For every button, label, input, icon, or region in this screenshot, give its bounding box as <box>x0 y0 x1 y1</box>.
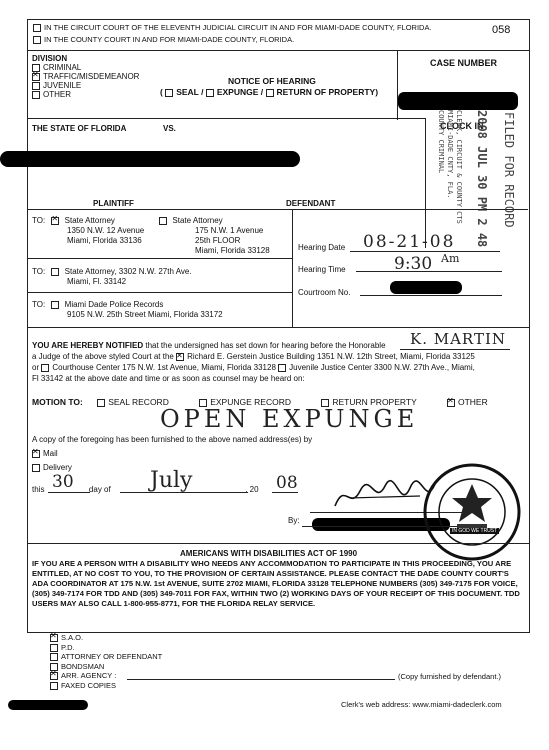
service-year-value: 08 <box>276 473 298 493</box>
a1-line1: 1350 N.W. 12 Avenue <box>67 226 145 235</box>
checkbox-gerstein[interactable] <box>176 353 184 361</box>
address-block-b <box>32 267 192 287</box>
court-circuit-text: IN THE CIRCUIT COURT OF THE ELEVENTH JUDICIAL CIRCUIT IN AND FOR MIAMI-DADE COUNTY, FLORIDA. <box>44 23 432 32</box>
notified-line3c: Juvenile Justice Center 3300 N.W. 27th Ave., Miami, <box>289 363 475 372</box>
checkbox-mail[interactable] <box>32 450 40 458</box>
judge-name: K. MARTIN <box>410 330 507 348</box>
to-label: TO: <box>32 300 46 309</box>
courtroom-underline <box>360 295 502 296</box>
c-line1: Miami Dade Police Records <box>64 300 164 309</box>
service-day-of: day of <box>88 485 111 494</box>
divider <box>292 209 528 210</box>
notice-expunge: EXPUNGE / <box>216 87 264 97</box>
versus-label: VS. <box>163 124 176 133</box>
service-year-prefix: , 20 <box>245 485 259 494</box>
year-underline <box>272 492 298 493</box>
month-underline <box>120 492 248 493</box>
division-block <box>32 54 139 99</box>
hearing-date-value: 08-21-08 <box>363 232 456 252</box>
judge-underline <box>400 349 510 350</box>
service-day-value: 30 <box>52 472 74 492</box>
day-underline <box>48 492 90 493</box>
divider <box>27 327 529 328</box>
checkbox-return-property[interactable] <box>266 89 274 97</box>
distribution-list <box>50 633 162 690</box>
motion-expunge: EXPUNGE RECORD <box>210 397 291 407</box>
hearing-time-suffix: Am <box>441 252 460 265</box>
stamp-date: 2008 JUL 30 PM 2 48 <box>475 110 489 248</box>
notified-lead: YOU ARE HEREBY NOTIFIED <box>32 341 144 350</box>
checkbox-county[interactable] <box>33 36 41 44</box>
c-line2: 9105 N.W. 25th Street Miami, Florida 33172 <box>67 310 223 319</box>
case-number-label: CASE NUMBER <box>430 58 498 68</box>
by-label: By: <box>288 516 300 525</box>
court-county-text: IN THE COUNTY COURT IN AND FOR MIAMI-DADE COUNTY, FLORIDA. <box>44 35 295 45</box>
service-this: this <box>32 485 45 494</box>
service-mail: Mail <box>43 449 58 458</box>
hearing-date-label: Hearing Date <box>298 243 346 252</box>
defendant-label: DEFENDANT <box>286 199 336 208</box>
divider <box>27 258 292 259</box>
checkbox-address-a1[interactable] <box>51 217 59 225</box>
dist-faxed: FAXED COPIES <box>61 680 117 690</box>
redacted-courtroom <box>390 281 462 294</box>
a2-line1: 175 N.W. 1 Avenue <box>195 226 264 235</box>
division-title: DIVISION <box>32 54 68 63</box>
service-delivery-row <box>32 463 72 472</box>
notified-line2: a Judge of the above styled Court at the <box>32 352 174 361</box>
address-block-a <box>32 216 292 225</box>
checkbox-juvenile-center[interactable] <box>278 364 286 372</box>
dist-bondsman: BONDSMAN <box>61 661 105 671</box>
divider <box>27 543 529 544</box>
court-seal <box>422 462 522 562</box>
a1-line2: Miami, Florida 33136 <box>67 236 142 245</box>
divider <box>27 292 292 293</box>
clerk-web-address: Clerk's web address: www.miami-dadeclerk.com <box>341 700 502 709</box>
division-juvenile: JUVENILE <box>43 81 82 90</box>
b-line1: State Attorney, 3302 N.W. 27th Ave. <box>64 267 192 276</box>
notice-return: RETURN OF PROPERTY) <box>276 87 379 97</box>
divider <box>292 209 293 327</box>
date-underline <box>350 251 500 252</box>
checkbox-seal[interactable] <box>165 89 173 97</box>
divider <box>397 50 398 120</box>
hearing-time-label: Hearing Time <box>298 265 346 274</box>
notified-line3a: or <box>32 363 40 372</box>
ada-title: AMERICANS WITH DISABILITIES ACT OF 1990 <box>180 549 358 558</box>
clock-in-label: CLOCK IN <box>440 121 484 131</box>
a2-name: State Attorney <box>172 216 223 225</box>
notified-text1: that the undersigned has set down for hearing before the Honorable <box>145 341 386 350</box>
checkbox-address-a2[interactable] <box>159 217 167 225</box>
checkbox-other-motion[interactable] <box>447 399 455 407</box>
ada-body: IF YOU ARE A PERSON WITH A DISABILITY WHO NEEDS ANY ACCOMMODATION TO PARTICIPATE IN THIS PROCEEDING, YOU ARE ENTITLED, AT NO COST TO YOU, TO THE PROVISION OF CERTAIN ASSISTANCE. PLEASE CONTACT THE DADE COUNTY COURT'S ADA COORDINATOR AT 175 N.W. 1st AVENUE, SUITE 2702 MIAMI, FLORIDA 33128 TELEPHONE NUMBERS (305) 349-7175 FOR VOICE, (305) 349-7174 FOR TDD AND (305) 349-7011 FOR FAX, WITHIN TWO (2) WORKING DAYS OF YOUR RECEIPT OF THIS DOCUMENT. TDD USERS MAY ALSO CALL 1-800-955-8771, FOR THE FLORIDA RELAY SERVICE. <box>32 559 520 608</box>
form-number: 058 <box>492 24 511 36</box>
checkbox-address-b[interactable] <box>51 268 59 276</box>
motion-return: RETURN PROPERTY <box>332 397 417 407</box>
checkbox-faxed[interactable] <box>50 682 58 690</box>
to-label: TO: <box>32 216 46 225</box>
motion-seal: SEAL RECORD <box>108 397 169 407</box>
checkbox-juvenile[interactable] <box>32 82 40 90</box>
agency-note: (Copy furnished by defendant.) <box>398 672 501 681</box>
court-header <box>33 23 473 44</box>
motion-other: OTHER <box>457 397 488 407</box>
notice-options: ( SEAL / EXPUNGE / RETURN OF PROPERTY) <box>160 87 379 97</box>
address-a1-lines <box>67 226 144 246</box>
divider <box>27 118 425 119</box>
motion-label: MOTION TO: <box>32 397 83 407</box>
stamp-filed-for-record: FILED FOR RECORD <box>502 112 516 228</box>
notified-line3b: Courthouse Center 175 N.W. 1st Avenue, Miami, Florida 33128 <box>52 363 276 372</box>
checkbox-sao[interactable] <box>50 634 58 642</box>
plaintiff-label: PLAINTIFF <box>93 199 134 208</box>
notified-line4: Fl 33142 at the above date and time or as soon as counsel may be heard on: <box>32 374 305 383</box>
divider <box>27 50 529 51</box>
redacted-defendant-name <box>0 151 300 167</box>
checkbox-other-division[interactable] <box>32 91 40 99</box>
checkbox-seal-record[interactable] <box>97 399 105 407</box>
to-label: TO: <box>32 267 46 276</box>
divider <box>425 118 426 248</box>
dist-pd: P.D. <box>61 642 75 652</box>
dist-attorney: ATTORNEY OR DEFENDANT <box>61 652 163 661</box>
time-underline <box>356 271 502 272</box>
stamp-clerk-1: CLERK, CIRCUIT & COUNTY CTS <box>455 110 463 224</box>
checkbox-arr-agency[interactable] <box>50 672 58 680</box>
redacted-footer-id <box>8 700 88 710</box>
a2-line2: 25th FLOOR <box>195 236 241 245</box>
stamp-clerk-3: COUNTY CRIMINAL <box>437 110 445 174</box>
dist-arr-agency: ARR. AGENCY : <box>61 671 117 680</box>
checkbox-pd[interactable] <box>50 644 58 652</box>
service-month-value: July <box>150 468 193 493</box>
checkbox-expunge[interactable] <box>206 89 214 97</box>
notified-line2b: Richard E. Gerstein Justice Building 1351 N.W. 12th Street, Miami, Florida 33125 <box>187 352 475 361</box>
checkbox-delivery[interactable] <box>32 464 40 472</box>
checkbox-attorney[interactable] <box>50 653 58 661</box>
state-of-florida: THE STATE OF FLORIDA <box>32 124 127 133</box>
courtroom-label: Courtroom No. <box>298 288 351 297</box>
stamp-clerk-2: MIAMI-DADE CNTY, FLA. <box>446 110 454 199</box>
a1-name: State Attorney <box>64 216 115 225</box>
service-text: A copy of the foregoing has been furnished to the above named address(es) by <box>32 435 313 444</box>
address-a2-lines <box>195 226 270 256</box>
a2-line3: Miami, Florida 33128 <box>195 246 270 255</box>
notice-seal: SEAL / <box>176 87 204 97</box>
division-other: OTHER <box>43 90 71 99</box>
seal-motto: IN GOD WE TRUST <box>452 528 498 534</box>
checkbox-traffic[interactable] <box>32 73 40 81</box>
service-delivery: Delivery <box>43 463 72 472</box>
b-line2: Miami, Fl. 33142 <box>67 277 127 286</box>
checkbox-courthouse-center[interactable] <box>41 364 49 372</box>
service-mail-row <box>32 449 58 458</box>
redacted-case-number <box>398 92 518 110</box>
notice-title: NOTICE OF HEARING <box>228 76 316 86</box>
checkbox-address-c[interactable] <box>51 301 59 309</box>
agency-underline <box>127 679 395 680</box>
address-block-c <box>32 300 223 320</box>
hearing-time-value: 9:30 <box>394 254 433 274</box>
checkbox-circuit[interactable] <box>33 24 41 32</box>
dist-sao: S.A.O. <box>61 633 84 642</box>
division-criminal: CRIMINAL <box>43 63 82 72</box>
division-traffic: TRAFFIC/MISDEMEANOR <box>43 72 140 81</box>
motion-handwritten: OPEN EXPUNGE <box>160 405 419 433</box>
